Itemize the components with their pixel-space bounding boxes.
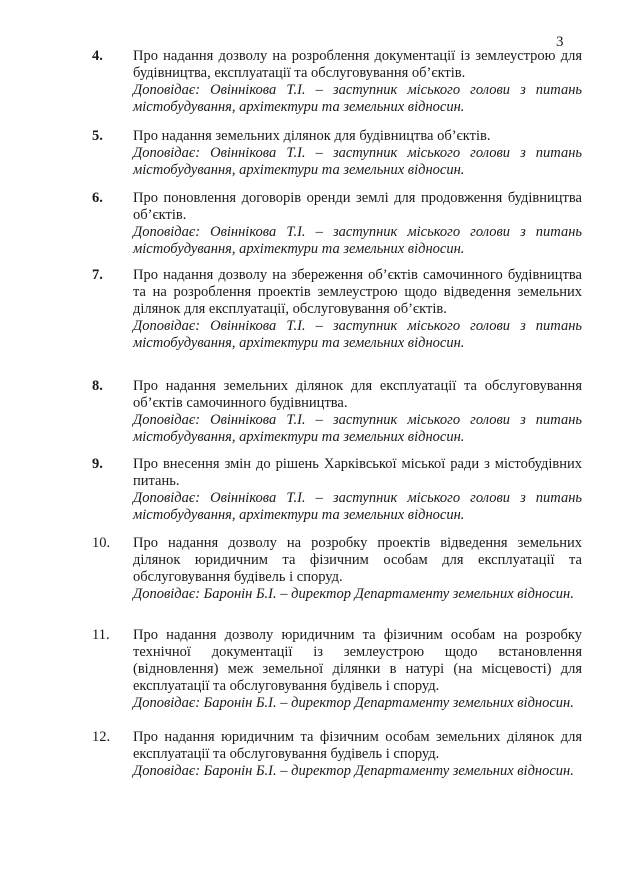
item-body bbox=[133, 535, 582, 603]
item-title: Про поновлення договорів оренди землі для продовження будівництва об’єктів. bbox=[133, 190, 582, 223]
agenda-item bbox=[92, 627, 582, 712]
item-number: 10. bbox=[92, 535, 111, 551]
agenda-item bbox=[92, 48, 582, 116]
item-body bbox=[133, 190, 582, 258]
item-speaker: Доповідає: Овіннікова Т.І. – заступник міського голови з питань містобудування, архітектури та земельних відносин. bbox=[133, 490, 582, 523]
item-title: Про внесення змін до рішень Харківської міської ради з містобудівних питань. bbox=[133, 456, 582, 489]
agenda-item bbox=[92, 729, 582, 780]
agenda-item bbox=[92, 456, 582, 524]
item-number: 5. bbox=[92, 128, 103, 144]
item-title: Про надання дозволу на збереження об’єктів самочинного будівництва та на розроблення проектів землеустрою щодо відведення земельних ділянок для експлуатації, обслуговування об’єктів. bbox=[133, 267, 582, 317]
item-speaker: Доповідає: Овіннікова Т.І. – заступник міського голови з питань містобудування, архітектури та земельних відносин. bbox=[133, 145, 582, 178]
item-body bbox=[133, 627, 582, 712]
item-body bbox=[133, 48, 582, 116]
item-title: Про надання дозволу на розроблення документації із землеустрою для будівництва, експлуатації та обслуговування об’єктів. bbox=[133, 48, 582, 81]
item-title: Про надання дозволу юридичним та фізичним особам на розробку технічної документації із землеустрою щодо встановлення (відновлення) меж земельної ділянки в натурі (на місцевості) для експлуатації та обслуговування будівель і споруд. bbox=[133, 627, 582, 694]
item-title: Про надання юридичним та фізичним особам земельних ділянок для експлуатації та обслуговування будівель і споруд. bbox=[133, 729, 582, 762]
item-title: Про надання дозволу на розробку проектів відведення земельних ділянок юридичним та фізичним особам для експлуатації та обслуговування будівель і споруд. bbox=[133, 535, 582, 585]
item-number: 6. bbox=[92, 190, 103, 206]
item-title: Про надання земельних ділянок для експлуатації та обслуговування об’єктів самочинного будівництва. bbox=[133, 378, 582, 411]
agenda-item bbox=[92, 267, 582, 352]
agenda-item bbox=[92, 128, 582, 179]
agenda-item bbox=[92, 535, 582, 603]
agenda-item bbox=[92, 190, 582, 258]
item-speaker: Доповідає: Баронін Б.І. – директор Департаменту земельних відносин. bbox=[133, 763, 574, 779]
item-body bbox=[133, 267, 582, 352]
item-number: 11. bbox=[92, 627, 110, 643]
item-number: 8. bbox=[92, 378, 103, 394]
agenda-item bbox=[92, 378, 582, 446]
item-body bbox=[133, 128, 582, 179]
item-speaker: Доповідає: Овіннікова Т.І. – заступник міського голови з питань містобудування, архітектури та земельних відносин. bbox=[133, 82, 582, 115]
item-body bbox=[133, 729, 582, 780]
item-number: 9. bbox=[92, 456, 103, 472]
item-speaker: Доповідає: Баронін Б.І. – директор Департаменту земельних відносин. bbox=[133, 586, 574, 602]
item-title: Про надання земельних ділянок для будівництва об’єктів. bbox=[133, 128, 491, 144]
item-number: 4. bbox=[92, 48, 103, 64]
item-speaker: Доповідає: Баронін Б.І. – директор Департаменту земельних відносин. bbox=[133, 695, 574, 711]
item-body bbox=[133, 378, 582, 446]
item-speaker: Доповідає: Овіннікова Т.І. – заступник міського голови з питань містобудування, архітектури та земельних відносин. bbox=[133, 224, 582, 257]
item-number: 12. bbox=[92, 729, 111, 745]
page-number: 3 bbox=[556, 34, 564, 50]
item-speaker: Доповідає: Овіннікова Т.І. – заступник міського голови з питань містобудування, архітектури та земельних відносин. bbox=[133, 318, 582, 351]
item-number: 7. bbox=[92, 267, 103, 283]
item-body bbox=[133, 456, 582, 524]
item-speaker: Доповідає: Овіннікова Т.І. – заступник міського голови з питань містобудування, архітектури та земельних відносин. bbox=[133, 412, 582, 445]
